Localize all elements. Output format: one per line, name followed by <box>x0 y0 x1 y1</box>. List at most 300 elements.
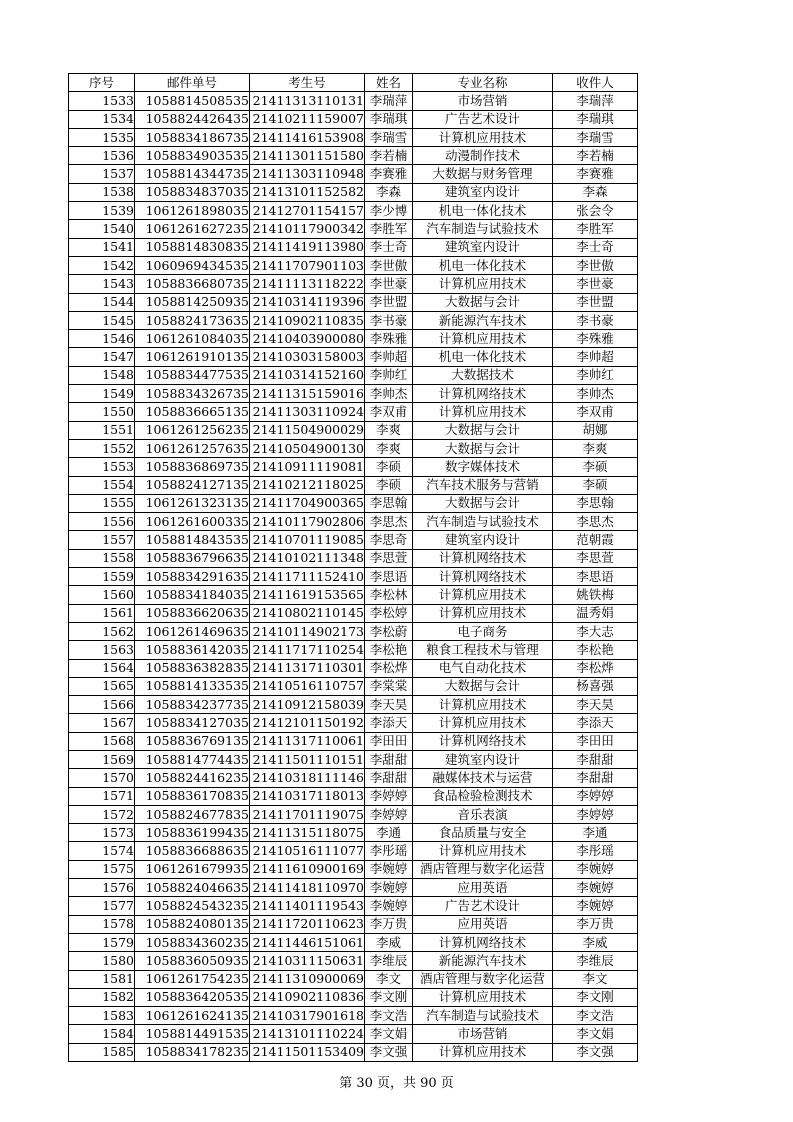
cell-mail-number: 1058824426435 <box>135 110 250 128</box>
cell-mail-number: 1058824416235 <box>135 769 250 787</box>
cell-mail-number: 1058836620635 <box>135 604 250 622</box>
cell-serial-number: 1578 <box>69 915 135 933</box>
cell-name: 李书豪 <box>365 311 413 329</box>
cell-major: 电子商务 <box>413 622 553 640</box>
cell-name: 李松蔚 <box>365 622 413 640</box>
cell-mail-number: 1058824127135 <box>135 476 250 494</box>
cell-mail-number: 1061261754235 <box>135 970 250 988</box>
cell-mail-number: 1058834186735 <box>135 128 250 146</box>
cell-name: 李世豪 <box>365 275 413 293</box>
table-row <box>69 1025 638 1043</box>
cell-major: 音乐表演 <box>413 805 553 823</box>
cell-mail-number: 1061261627235 <box>135 220 250 238</box>
header-major: 专业名称 <box>413 74 553 92</box>
cell-exam-number: 21410117900342 <box>250 220 365 238</box>
table-row <box>69 952 638 970</box>
cell-serial-number: 1571 <box>69 787 135 805</box>
cell-recipient: 李文浩 <box>553 1007 638 1025</box>
cell-recipient: 李硕 <box>553 458 638 476</box>
cell-recipient: 李硕 <box>553 476 638 494</box>
cell-serial-number: 1574 <box>69 842 135 860</box>
cell-name: 李婉婷 <box>365 860 413 878</box>
cell-mail-number: 1058836142035 <box>135 641 250 659</box>
cell-recipient: 李婉婷 <box>553 897 638 915</box>
cell-mail-number: 1058834837035 <box>135 183 250 201</box>
cell-mail-number: 1061261600335 <box>135 513 250 531</box>
table-row <box>69 805 638 823</box>
table-row <box>69 842 638 860</box>
cell-name: 李瑞萍 <box>365 92 413 110</box>
header-mail-number: 邮件单号 <box>135 74 250 92</box>
cell-recipient: 李世豪 <box>553 275 638 293</box>
mailing-list-table <box>68 73 638 1062</box>
cell-exam-number: 21410802110145 <box>250 604 365 622</box>
cell-name: 李思奇 <box>365 531 413 549</box>
page-footer: 第 30 页，共 90 页 <box>339 1076 454 1091</box>
cell-recipient: 李赛雅 <box>553 165 638 183</box>
cell-serial-number: 1580 <box>69 952 135 970</box>
table-row <box>69 1007 638 1025</box>
table-header-row <box>69 74 638 92</box>
cell-mail-number: 1058824173635 <box>135 311 250 329</box>
cell-serial-number: 1568 <box>69 732 135 750</box>
cell-mail-number: 1058834237735 <box>135 696 250 714</box>
cell-mail-number: 1058824543235 <box>135 897 250 915</box>
cell-mail-number: 1058814133535 <box>135 677 250 695</box>
cell-recipient: 李瑞雪 <box>553 128 638 146</box>
cell-serial-number: 1567 <box>69 714 135 732</box>
cell-major: 计算机应用技术 <box>413 842 553 860</box>
table-row <box>69 293 638 311</box>
cell-mail-number: 1058824046635 <box>135 879 250 897</box>
cell-recipient: 温秀娟 <box>553 604 638 622</box>
cell-mail-number: 1058836869735 <box>135 458 250 476</box>
table-row <box>69 732 638 750</box>
cell-serial-number: 1570 <box>69 769 135 787</box>
cell-major: 建筑室内设计 <box>413 183 553 201</box>
cell-mail-number: 1058814491535 <box>135 1025 250 1043</box>
cell-mail-number: 1058814830835 <box>135 238 250 256</box>
cell-name: 李万贵 <box>365 915 413 933</box>
cell-name: 李文娟 <box>365 1025 413 1043</box>
header-exam-number: 考生号 <box>250 74 365 92</box>
cell-major: 汽车制造与试验技术 <box>413 1007 553 1025</box>
cell-mail-number: 1058836420535 <box>135 988 250 1006</box>
cell-recipient: 李帅超 <box>553 348 638 366</box>
cell-exam-number: 21410211159007 <box>250 110 365 128</box>
cell-recipient: 李帅杰 <box>553 385 638 403</box>
table-row <box>69 604 638 622</box>
table-row <box>69 714 638 732</box>
cell-exam-number: 21410911119081 <box>250 458 365 476</box>
cell-exam-number: 21411113118222 <box>250 275 365 293</box>
cell-serial-number: 1564 <box>69 659 135 677</box>
table-row <box>69 385 638 403</box>
cell-name: 李松婷 <box>365 604 413 622</box>
cell-recipient: 李文强 <box>553 1043 638 1061</box>
cell-name: 李思语 <box>365 568 413 586</box>
cell-name: 李帅红 <box>365 366 413 384</box>
cell-name: 李若楠 <box>365 147 413 165</box>
cell-major: 市场营销 <box>413 92 553 110</box>
cell-serial-number: 1558 <box>69 549 135 567</box>
cell-name: 李通 <box>365 824 413 842</box>
cell-exam-number: 21411416153908 <box>250 128 365 146</box>
table-row <box>69 769 638 787</box>
table-row <box>69 531 638 549</box>
cell-exam-number: 21411504900029 <box>250 421 365 439</box>
table-row <box>69 110 638 128</box>
cell-serial-number: 1549 <box>69 385 135 403</box>
cell-major: 大数据与会计 <box>413 494 553 512</box>
cell-recipient: 李甜甜 <box>553 750 638 768</box>
table-row <box>69 988 638 1006</box>
cell-serial-number: 1585 <box>69 1043 135 1061</box>
cell-mail-number: 1058824677835 <box>135 805 250 823</box>
table-row <box>69 696 638 714</box>
cell-major: 计算机应用技术 <box>413 988 553 1006</box>
cell-exam-number: 21410902110836 <box>250 988 365 1006</box>
header-name: 姓名 <box>365 74 413 92</box>
cell-name: 李瑞雪 <box>365 128 413 146</box>
cell-exam-number: 21410516111077 <box>250 842 365 860</box>
cell-major: 计算机应用技术 <box>413 604 553 622</box>
cell-exam-number: 21411619153565 <box>250 586 365 604</box>
cell-major: 建筑室内设计 <box>413 531 553 549</box>
cell-exam-number: 21411720110623 <box>250 915 365 933</box>
cell-major: 数字媒体技术 <box>413 458 553 476</box>
cell-name: 李文强 <box>365 1043 413 1061</box>
cell-exam-number: 21411704900365 <box>250 494 365 512</box>
cell-recipient: 李婷婷 <box>553 805 638 823</box>
cell-recipient: 李天昊 <box>553 696 638 714</box>
cell-recipient: 李维辰 <box>553 952 638 970</box>
cell-serial-number: 1534 <box>69 110 135 128</box>
cell-serial-number: 1553 <box>69 458 135 476</box>
cell-recipient: 李松烨 <box>553 659 638 677</box>
cell-serial-number: 1555 <box>69 494 135 512</box>
cell-name: 李殊雅 <box>365 330 413 348</box>
cell-mail-number: 1058836665135 <box>135 403 250 421</box>
cell-serial-number: 1569 <box>69 750 135 768</box>
cell-exam-number: 21410117902806 <box>250 513 365 531</box>
cell-serial-number: 1579 <box>69 933 135 951</box>
cell-recipient: 李殊雅 <box>553 330 638 348</box>
cell-exam-number: 21411313110131 <box>250 92 365 110</box>
cell-exam-number: 21411310900069 <box>250 970 365 988</box>
table-row <box>69 458 638 476</box>
cell-serial-number: 1563 <box>69 641 135 659</box>
cell-recipient: 李思杰 <box>553 513 638 531</box>
cell-recipient: 李思语 <box>553 568 638 586</box>
cell-major: 机电一体化技术 <box>413 348 553 366</box>
cell-major: 大数据技术 <box>413 366 553 384</box>
cell-serial-number: 1565 <box>69 677 135 695</box>
cell-name: 李松林 <box>365 586 413 604</box>
cell-name: 李彤瑶 <box>365 842 413 860</box>
cell-major: 应用英语 <box>413 915 553 933</box>
header-recipient: 收件人 <box>553 74 638 92</box>
cell-exam-number: 21410701119085 <box>250 531 365 549</box>
cell-exam-number: 21410212118025 <box>250 476 365 494</box>
table-row <box>69 860 638 878</box>
cell-name: 李硕 <box>365 476 413 494</box>
cell-major: 大数据与财务管理 <box>413 165 553 183</box>
cell-exam-number: 21410314119396 <box>250 293 365 311</box>
cell-serial-number: 1573 <box>69 824 135 842</box>
cell-recipient: 李瑞萍 <box>553 92 638 110</box>
cell-exam-number: 21411418110970 <box>250 879 365 897</box>
cell-serial-number: 1546 <box>69 330 135 348</box>
cell-major: 新能源汽车技术 <box>413 952 553 970</box>
cell-major: 计算机应用技术 <box>413 403 553 421</box>
cell-major: 计算机应用技术 <box>413 128 553 146</box>
cell-recipient: 李帅红 <box>553 366 638 384</box>
cell-serial-number: 1542 <box>69 256 135 274</box>
cell-exam-number: 21413101110224 <box>250 1025 365 1043</box>
cell-major: 融媒体技术与运营 <box>413 769 553 787</box>
table-row <box>69 677 638 695</box>
table-row <box>69 92 638 110</box>
table-row <box>69 933 638 951</box>
cell-mail-number: 1058836796635 <box>135 549 250 567</box>
cell-exam-number: 21411501110151 <box>250 750 365 768</box>
cell-serial-number: 1583 <box>69 1007 135 1025</box>
cell-name: 李世傲 <box>365 256 413 274</box>
cell-serial-number: 1537 <box>69 165 135 183</box>
cell-serial-number: 1539 <box>69 202 135 220</box>
cell-mail-number: 1061261679935 <box>135 860 250 878</box>
cell-name: 李瑞琪 <box>365 110 413 128</box>
cell-name: 李松烨 <box>365 659 413 677</box>
cell-name: 李文浩 <box>365 1007 413 1025</box>
cell-recipient: 李万贵 <box>553 915 638 933</box>
cell-serial-number: 1536 <box>69 147 135 165</box>
cell-name: 李思翰 <box>365 494 413 512</box>
table-row <box>69 824 638 842</box>
table-row <box>69 659 638 677</box>
cell-exam-number: 21411317110301 <box>250 659 365 677</box>
cell-serial-number: 1545 <box>69 311 135 329</box>
cell-mail-number: 1058834903535 <box>135 147 250 165</box>
cell-major: 汽车制造与试验技术 <box>413 513 553 531</box>
cell-exam-number: 21410504900130 <box>250 439 365 457</box>
table-row <box>69 897 638 915</box>
cell-exam-number: 21410311150631 <box>250 952 365 970</box>
cell-mail-number: 1061261910135 <box>135 348 250 366</box>
cell-exam-number: 21411701119075 <box>250 805 365 823</box>
cell-recipient: 李大志 <box>553 622 638 640</box>
cell-mail-number: 1058834184035 <box>135 586 250 604</box>
cell-name: 李添天 <box>365 714 413 732</box>
table-row <box>69 750 638 768</box>
cell-exam-number: 21410102111348 <box>250 549 365 567</box>
cell-recipient: 李爽 <box>553 439 638 457</box>
cell-exam-number: 21412701154157 <box>250 202 365 220</box>
table-row <box>69 275 638 293</box>
cell-recipient: 李通 <box>553 824 638 842</box>
cell-recipient: 李世盟 <box>553 293 638 311</box>
cell-mail-number: 1061261469635 <box>135 622 250 640</box>
cell-exam-number: 21411317110061 <box>250 732 365 750</box>
cell-serial-number: 1535 <box>69 128 135 146</box>
cell-major: 新能源汽车技术 <box>413 311 553 329</box>
cell-name: 李婉婷 <box>365 897 413 915</box>
cell-major: 食品质量与安全 <box>413 824 553 842</box>
cell-mail-number: 1058814344735 <box>135 165 250 183</box>
cell-mail-number: 1058834477535 <box>135 366 250 384</box>
cell-mail-number: 1058836382835 <box>135 659 250 677</box>
cell-mail-number: 1061261898035 <box>135 202 250 220</box>
cell-recipient: 李胜军 <box>553 220 638 238</box>
cell-major: 计算机应用技术 <box>413 586 553 604</box>
table-row <box>69 879 638 897</box>
cell-serial-number: 1581 <box>69 970 135 988</box>
cell-serial-number: 1575 <box>69 860 135 878</box>
cell-recipient: 李松艳 <box>553 641 638 659</box>
cell-major: 机电一体化技术 <box>413 202 553 220</box>
cell-major: 计算机应用技术 <box>413 1043 553 1061</box>
cell-major: 计算机网络技术 <box>413 385 553 403</box>
table-row <box>69 256 638 274</box>
cell-mail-number: 1058834178235 <box>135 1043 250 1061</box>
cell-exam-number: 21411315159016 <box>250 385 365 403</box>
cell-serial-number: 1560 <box>69 586 135 604</box>
cell-exam-number: 21410317901618 <box>250 1007 365 1025</box>
cell-name: 李硕 <box>365 458 413 476</box>
table-row <box>69 421 638 439</box>
cell-mail-number: 1058814843535 <box>135 531 250 549</box>
cell-recipient: 李彤瑶 <box>553 842 638 860</box>
cell-major: 建筑室内设计 <box>413 750 553 768</box>
cell-name: 李婷婷 <box>365 805 413 823</box>
cell-recipient: 李威 <box>553 933 638 951</box>
cell-major: 广告艺术设计 <box>413 897 553 915</box>
cell-exam-number: 21411303110924 <box>250 403 365 421</box>
cell-serial-number: 1551 <box>69 421 135 439</box>
table-row <box>69 183 638 201</box>
cell-exam-number: 21411501153409 <box>250 1043 365 1061</box>
cell-recipient: 姚铁梅 <box>553 586 638 604</box>
cell-mail-number: 1058834127035 <box>135 714 250 732</box>
cell-exam-number: 21410912158039 <box>250 696 365 714</box>
cell-major: 酒店管理与数字化运营 <box>413 970 553 988</box>
cell-mail-number: 1058836199435 <box>135 824 250 842</box>
cell-name: 李思萱 <box>365 549 413 567</box>
cell-exam-number: 21411446151061 <box>250 933 365 951</box>
cell-serial-number: 1554 <box>69 476 135 494</box>
cell-name: 李田田 <box>365 732 413 750</box>
cell-name: 李森 <box>365 183 413 201</box>
cell-serial-number: 1552 <box>69 439 135 457</box>
cell-major: 计算机应用技术 <box>413 330 553 348</box>
table-row <box>69 641 638 659</box>
cell-major: 市场营销 <box>413 1025 553 1043</box>
cell-name: 李甜甜 <box>365 750 413 768</box>
cell-name: 李赛雅 <box>365 165 413 183</box>
table-row <box>69 970 638 988</box>
cell-mail-number: 1061261256235 <box>135 421 250 439</box>
cell-major: 大数据与会计 <box>413 293 553 311</box>
cell-exam-number: 21413101152582 <box>250 183 365 201</box>
cell-serial-number: 1582 <box>69 988 135 1006</box>
cell-recipient: 李双甫 <box>553 403 638 421</box>
cell-exam-number: 21411401119543 <box>250 897 365 915</box>
cell-serial-number: 1572 <box>69 805 135 823</box>
cell-recipient: 李士奇 <box>553 238 638 256</box>
cell-name: 李胜军 <box>365 220 413 238</box>
cell-mail-number: 1061261323135 <box>135 494 250 512</box>
cell-major: 电气自动化技术 <box>413 659 553 677</box>
cell-name: 李帅超 <box>365 348 413 366</box>
cell-serial-number: 1566 <box>69 696 135 714</box>
table-row <box>69 549 638 567</box>
table-row <box>69 622 638 640</box>
header-serial-number: 序号 <box>69 74 135 92</box>
table-row <box>69 366 638 384</box>
cell-serial-number: 1562 <box>69 622 135 640</box>
cell-serial-number: 1556 <box>69 513 135 531</box>
cell-mail-number: 1060969434535 <box>135 256 250 274</box>
table-row <box>69 165 638 183</box>
cell-exam-number: 21412101150192 <box>250 714 365 732</box>
cell-recipient: 李思萱 <box>553 549 638 567</box>
cell-serial-number: 1540 <box>69 220 135 238</box>
cell-serial-number: 1547 <box>69 348 135 366</box>
table-row <box>69 439 638 457</box>
cell-major: 粮食工程技术与管理 <box>413 641 553 659</box>
cell-major: 大数据与会计 <box>413 677 553 695</box>
cell-name: 李双甫 <box>365 403 413 421</box>
cell-name: 李文 <box>365 970 413 988</box>
cell-recipient: 李若楠 <box>553 147 638 165</box>
cell-exam-number: 21410317118013 <box>250 787 365 805</box>
cell-major: 机电一体化技术 <box>413 256 553 274</box>
cell-name: 李婉婷 <box>365 879 413 897</box>
cell-name: 李爽 <box>365 421 413 439</box>
cell-exam-number: 21411419113980 <box>250 238 365 256</box>
cell-major: 汽车技术服务与营销 <box>413 476 553 494</box>
cell-name: 李维辰 <box>365 952 413 970</box>
cell-recipient: 李文 <box>553 970 638 988</box>
cell-major: 计算机应用技术 <box>413 696 553 714</box>
cell-mail-number: 1058834291635 <box>135 568 250 586</box>
cell-mail-number: 1058814774435 <box>135 750 250 768</box>
cell-major: 计算机网络技术 <box>413 933 553 951</box>
cell-recipient: 李思翰 <box>553 494 638 512</box>
cell-mail-number: 1058824080135 <box>135 915 250 933</box>
cell-recipient: 李书豪 <box>553 311 638 329</box>
cell-serial-number: 1576 <box>69 879 135 897</box>
cell-mail-number: 1058834360235 <box>135 933 250 951</box>
table-row <box>69 147 638 165</box>
table-row <box>69 311 638 329</box>
table-row <box>69 915 638 933</box>
cell-exam-number: 21410403900080 <box>250 330 365 348</box>
cell-recipient: 李田田 <box>553 732 638 750</box>
cell-serial-number: 1557 <box>69 531 135 549</box>
cell-recipient: 李森 <box>553 183 638 201</box>
cell-recipient: 李婉婷 <box>553 860 638 878</box>
cell-exam-number: 21411711152410 <box>250 568 365 586</box>
cell-name: 李天昊 <box>365 696 413 714</box>
cell-major: 应用英语 <box>413 879 553 897</box>
cell-exam-number: 21411315118075 <box>250 824 365 842</box>
cell-exam-number: 21410902110835 <box>250 311 365 329</box>
cell-name: 李思杰 <box>365 513 413 531</box>
cell-major: 计算机网络技术 <box>413 549 553 567</box>
cell-serial-number: 1584 <box>69 1025 135 1043</box>
